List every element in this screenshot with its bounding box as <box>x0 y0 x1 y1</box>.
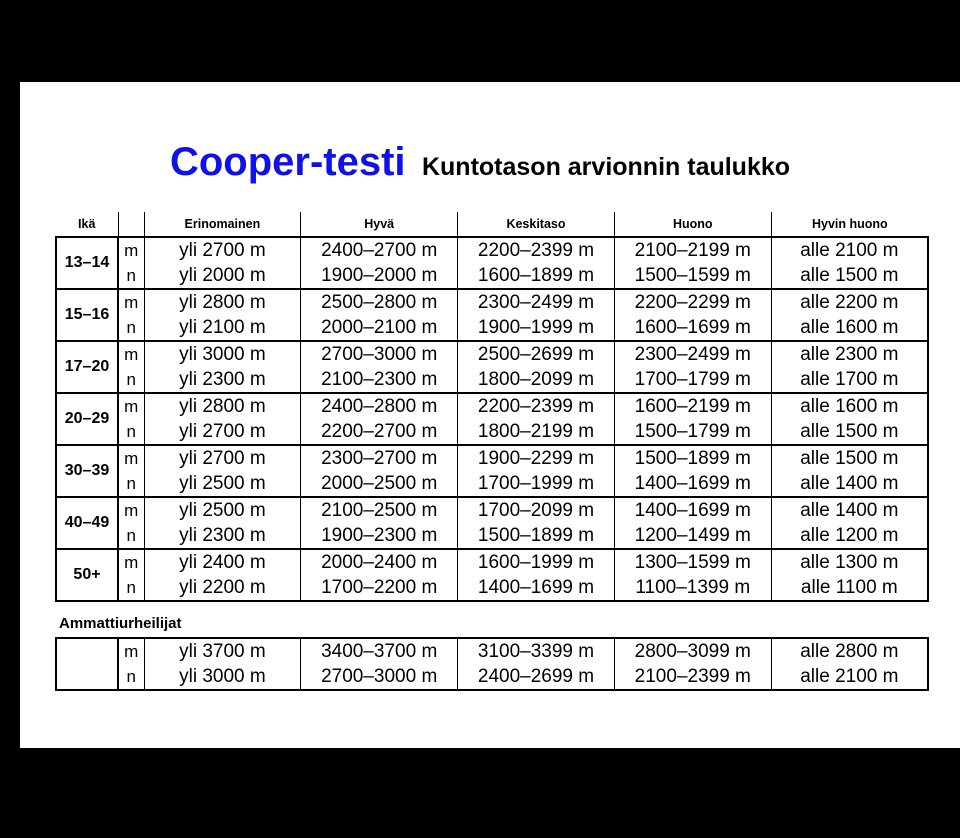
value-cell: alle 2100 m <box>771 664 928 690</box>
value-cell: alle 2100 m <box>771 237 928 263</box>
value-cell: alle 1400 m <box>771 497 928 523</box>
table-row <box>56 471 928 497</box>
header-age: Ikä <box>56 212 118 237</box>
header-average: Keskitaso <box>458 212 615 237</box>
value-cell: 3100–3399 m <box>458 638 615 664</box>
value-cell: 2700–3000 m <box>301 341 458 367</box>
value-cell: yli 2500 m <box>144 497 301 523</box>
value-cell: 1200–1499 m <box>614 523 771 549</box>
value-cell: yli 3700 m <box>144 638 301 664</box>
value-cell: 1400–1699 m <box>614 497 771 523</box>
value-cell: alle 1100 m <box>771 575 928 601</box>
value-cell: alle 1300 m <box>771 549 928 575</box>
header-row <box>56 212 928 237</box>
value-cell: 2100–2500 m <box>301 497 458 523</box>
value-cell: 2200–2700 m <box>301 419 458 445</box>
value-cell: 2100–2399 m <box>614 664 771 690</box>
value-cell: alle 1700 m <box>771 367 928 393</box>
value-cell: 1400–1699 m <box>458 575 615 601</box>
value-cell: 1600–2199 m <box>614 393 771 419</box>
value-cell: 1700–2200 m <box>301 575 458 601</box>
value-cell: 3400–3700 m <box>301 638 458 664</box>
page-subtitle: Kuntotason arvionnin taulukko <box>421 153 791 181</box>
value-cell: yli 2200 m <box>144 575 301 601</box>
age-cell: 50+ <box>56 549 118 601</box>
value-cell: 2200–2399 m <box>458 237 615 263</box>
value-cell: 2500–2800 m <box>301 289 458 315</box>
value-cell: alle 1600 m <box>771 393 928 419</box>
value-cell: 2300–2700 m <box>301 445 458 471</box>
sex-cell: n <box>118 367 144 393</box>
value-cell: 2400–2699 m <box>458 664 615 690</box>
sex-cell: n <box>118 523 144 549</box>
value-cell: yli 2800 m <box>144 289 301 315</box>
table-row <box>56 664 928 690</box>
table-row <box>56 445 928 471</box>
fitness-table <box>55 212 929 602</box>
value-cell: alle 2800 m <box>771 638 928 664</box>
value-cell: yli 2700 m <box>144 419 301 445</box>
value-cell: 2700–3000 m <box>301 664 458 690</box>
value-cell: yli 2300 m <box>144 523 301 549</box>
value-cell: yli 2800 m <box>144 393 301 419</box>
table-row <box>56 393 928 419</box>
age-cell: 30–39 <box>56 445 118 497</box>
age-cell: 20–29 <box>56 393 118 445</box>
value-cell: 2400–2800 m <box>301 393 458 419</box>
sex-cell: m <box>118 341 144 367</box>
page-title: Cooper-testi <box>169 140 406 184</box>
table-row <box>56 523 928 549</box>
sex-cell: m <box>118 549 144 575</box>
value-cell: alle 1200 m <box>771 523 928 549</box>
value-cell: alle 2200 m <box>771 289 928 315</box>
section-label-professionals: Ammattiurheilijat <box>59 615 182 632</box>
header-poor: Huono <box>614 212 771 237</box>
value-cell: 2100–2199 m <box>614 237 771 263</box>
value-cell: 1400–1699 m <box>614 471 771 497</box>
value-cell: 1600–1699 m <box>614 315 771 341</box>
value-cell: 1100–1399 m <box>614 575 771 601</box>
sex-cell: n <box>118 471 144 497</box>
value-cell: 1700–1799 m <box>614 367 771 393</box>
value-cell: 1900–2300 m <box>301 523 458 549</box>
table-row <box>56 638 928 664</box>
table-row <box>56 263 928 289</box>
table-row <box>56 419 928 445</box>
table-row <box>56 497 928 523</box>
value-cell: alle 1500 m <box>771 419 928 445</box>
sex-cell: m <box>118 237 144 263</box>
sex-cell: n <box>118 315 144 341</box>
value-cell: 1300–1599 m <box>614 549 771 575</box>
value-cell: 2000–2100 m <box>301 315 458 341</box>
header-very-poor: Hyvin huono <box>811 217 888 231</box>
table-row <box>56 289 928 315</box>
value-cell: 1700–1999 m <box>458 471 615 497</box>
sex-cell: m <box>118 393 144 419</box>
sex-cell: m <box>118 289 144 315</box>
professional-table <box>55 637 929 691</box>
value-cell: 1900–2299 m <box>458 445 615 471</box>
value-cell: yli 2400 m <box>144 549 301 575</box>
sex-cell: m <box>118 445 144 471</box>
value-cell: yli 2000 m <box>144 263 301 289</box>
value-cell: 2300–2499 m <box>614 341 771 367</box>
value-cell: alle 1600 m <box>771 315 928 341</box>
value-cell: 2200–2399 m <box>458 393 615 419</box>
value-cell: 1600–1899 m <box>458 263 615 289</box>
value-cell: yli 2300 m <box>144 367 301 393</box>
sex-cell: m <box>118 638 144 664</box>
value-cell: yli 3000 m <box>144 664 301 690</box>
age-cell: 40–49 <box>56 497 118 549</box>
value-cell: 2000–2400 m <box>301 549 458 575</box>
value-cell: 1700–2099 m <box>458 497 615 523</box>
value-cell: 2300–2499 m <box>458 289 615 315</box>
age-cell: 17–20 <box>56 341 118 393</box>
header-good: Hyvä <box>301 212 458 237</box>
sex-cell: n <box>118 664 144 690</box>
value-cell: 2400–2700 m <box>301 237 458 263</box>
value-cell: yli 2100 m <box>144 315 301 341</box>
table-row <box>56 367 928 393</box>
value-cell: 2100–2300 m <box>301 367 458 393</box>
value-cell: 1500–1899 m <box>458 523 615 549</box>
value-cell: 2200–2299 m <box>614 289 771 315</box>
value-cell: alle 1500 m <box>771 445 928 471</box>
value-cell: 2000–2500 m <box>301 471 458 497</box>
sex-cell: n <box>118 575 144 601</box>
table-row <box>56 341 928 367</box>
value-cell: 1500–1599 m <box>614 263 771 289</box>
value-cell: 2800–3099 m <box>614 638 771 664</box>
value-cell: 1600–1999 m <box>458 549 615 575</box>
header-excellent: Erinomainen <box>144 212 301 237</box>
value-cell: 1800–2099 m <box>458 367 615 393</box>
value-cell: yli 2700 m <box>144 445 301 471</box>
value-cell: 2500–2699 m <box>458 341 615 367</box>
value-cell: yli 2500 m <box>144 471 301 497</box>
age-cell: 13–14 <box>56 237 118 289</box>
table-row <box>56 237 928 263</box>
table-row <box>56 575 928 601</box>
title-row <box>0 140 960 185</box>
value-cell: 1900–1999 m <box>458 315 615 341</box>
sex-cell: n <box>118 263 144 289</box>
age-cell: 15–16 <box>56 289 118 341</box>
value-cell: yli 2700 m <box>144 237 301 263</box>
value-cell: alle 2300 m <box>771 341 928 367</box>
value-cell: alle 1500 m <box>771 263 928 289</box>
value-cell: 1500–1899 m <box>614 445 771 471</box>
value-cell: alle 1400 m <box>771 471 928 497</box>
table-row <box>56 315 928 341</box>
age-cell <box>56 638 118 690</box>
header-sex <box>118 212 144 237</box>
table-row <box>56 549 928 575</box>
value-cell: 1800–2199 m <box>458 419 615 445</box>
value-cell: yli 3000 m <box>144 341 301 367</box>
sex-cell: n <box>118 419 144 445</box>
value-cell: 1500–1799 m <box>614 419 771 445</box>
value-cell: 1900–2000 m <box>301 263 458 289</box>
sex-cell: m <box>118 497 144 523</box>
